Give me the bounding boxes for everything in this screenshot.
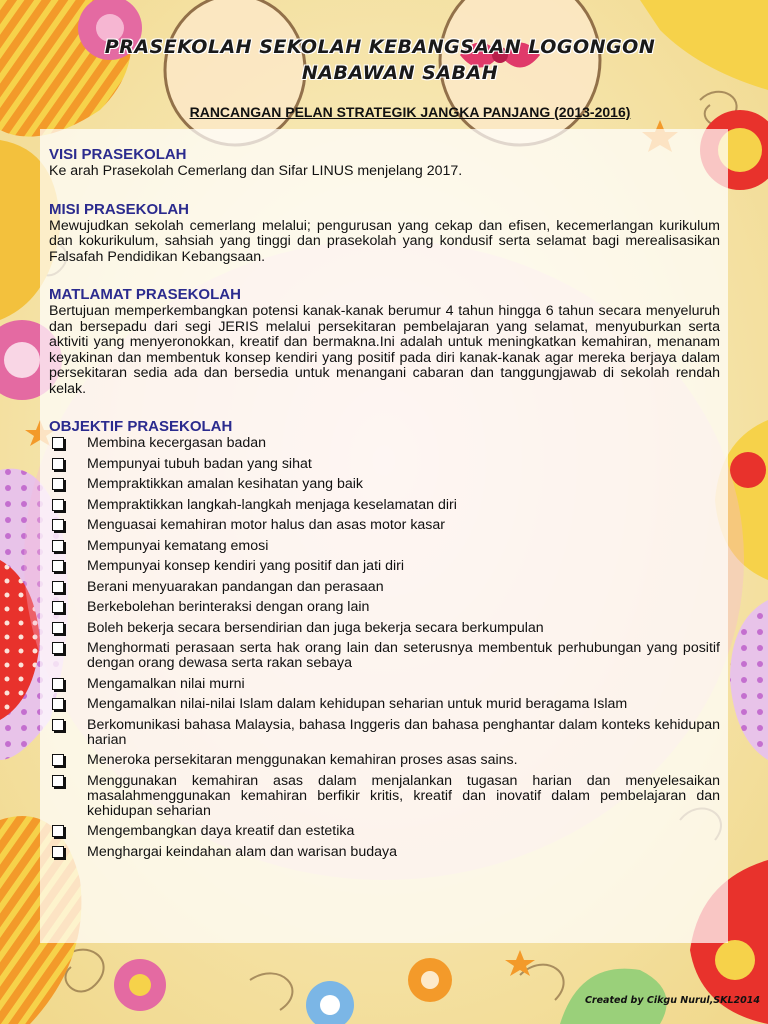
checkbox-bullet-icon xyxy=(52,678,64,690)
checkbox-bullet-icon xyxy=(52,437,64,449)
checkbox-bullet-icon xyxy=(52,775,64,787)
document-title-line2: NABAWAN SABAH xyxy=(301,62,499,84)
misi-heading: MISI PRASEKOLAH xyxy=(49,200,190,218)
visi-heading: VISI PRASEKOLAH xyxy=(49,146,187,163)
visi-text: Ke arah Prasekolah Cemerlang dan Sifar LINUS menjelang 2017. xyxy=(49,163,463,179)
objektif-item: Mempraktikkan langkah-langkah menjaga keselamatan diri xyxy=(49,498,720,513)
objektif-heading: OBJEKTIF PRASEKOLAH xyxy=(49,418,233,435)
matlamat-heading: MATLAMAT PRASEKOLAH xyxy=(49,286,241,303)
objektif-item: Mengembangkan daya kreatif dan estetika xyxy=(49,824,720,839)
checkbox-bullet-icon xyxy=(52,458,64,470)
checkbox-bullet-icon xyxy=(52,754,64,766)
objektif-item: Mempunyai tubuh badan yang sihat xyxy=(49,457,720,472)
objektif-item: Mempraktikkan amalan kesihatan yang baik xyxy=(49,477,720,492)
visi-section xyxy=(49,145,720,180)
matlamat-section xyxy=(49,285,720,397)
objektif-item: Membina kecergasan badan xyxy=(49,436,720,451)
checkbox-bullet-icon xyxy=(52,478,64,490)
checkbox-bullet-icon xyxy=(52,601,64,613)
objektif-item: Mengamalkan nilai murni xyxy=(49,677,720,692)
objektif-item: Mengamalkan nilai-nilai Islam dalam kehidupan seharian untuk murid beragama Islam xyxy=(49,697,720,712)
misi-section xyxy=(49,200,720,266)
objektif-item: Meneroka persekitaran menggunakan kemahiran proses asas sains. xyxy=(49,753,720,768)
checkbox-bullet-icon xyxy=(52,846,64,858)
checkbox-bullet-icon xyxy=(52,499,64,511)
objektif-item: Berani menyuarakan pandangan dan perasaan xyxy=(49,580,720,595)
document-subtitle: RANCANGAN PELAN STRATEGIK JANGKA PANJANG (2013-2016) xyxy=(189,104,631,120)
objektif-item: Menghormati perasaan serta hak orang lain dan seterusnya membentuk perhubungan yang positif dengan orang dewasa serta rakan sebaya xyxy=(49,641,720,671)
objektif-item: Berkomunikasi bahasa Malaysia, bahasa Inggeris dan bahasa penghantar dalam konteks kehidupan harian xyxy=(49,718,720,748)
checkbox-bullet-icon xyxy=(52,698,64,710)
document-title: PRASEKOLAH SEKOLAH KEBANGSAAN LOGONGON xyxy=(104,36,656,58)
checkbox-bullet-icon xyxy=(52,825,64,837)
objektif-section xyxy=(49,417,720,860)
objektif-item: Menguasai kemahiran motor halus dan asas motor kasar xyxy=(49,518,720,533)
checkbox-bullet-icon xyxy=(52,540,64,552)
checkbox-bullet-icon xyxy=(52,560,64,572)
misi-text: Mewujudkan sekolah cemerlang melalui; pengurusan yang cekap dan efisen, kecemerlangan kurikulum dan kokurikulum, sahsiah yang tinggi dan prasekolah yang kondusif serta selamat bagi merealisasikan Falsafah Pendidikan Kebangsaan. xyxy=(49,217,720,265)
checkbox-bullet-icon xyxy=(52,622,64,634)
content-body xyxy=(49,145,720,865)
objektif-item: Menggunakan kemahiran asas dalam menjalankan tugasan harian dan menyelesaikan masalahmenggunakan kemahiran berfikir kritis, kreatif dan inovatif dalam pembelajaran dan kehidupan seharian xyxy=(49,774,720,819)
objektif-item: Boleh bekerja secara bersendirian dan juga bekerja secara berkumpulan xyxy=(49,621,720,636)
objektif-item: Mempunyai kematang emosi xyxy=(49,539,720,554)
objektif-item: Menghargai keindahan alam dan warisan budaya xyxy=(49,845,720,860)
footer-credit: Created by Cikgu Nurul,SKL2014 xyxy=(584,995,760,1006)
checkbox-bullet-icon xyxy=(52,642,64,654)
objektif-list xyxy=(49,436,720,860)
checkbox-bullet-icon xyxy=(52,581,64,593)
checkbox-bullet-icon xyxy=(52,719,64,731)
matlamat-text: Bertujuan memperkembangkan potensi kanak-kanak berumur 4 tahun hingga 6 tahun secara menyeluruh dan bersepadu dari segi JERIS melalui persekitaran pembelajaran yang selamat, menyuburkan serta aktiviti yang menyeronokkan, kreatif dan bermakna.Ini adalah untuk meningkatkan kemahiran, menanam keyakinan dan membentuk konsep kendiri yang positif pada diri kanak-kanak agar mereka berjaya dalam persekitaran sedia ada dan bersedia untuk menangani cabaran dan tanggungjawab di sekolah rendah kelak. xyxy=(49,303,720,397)
objektif-item: Mempunyai konsep kendiri yang positif dan jati diri xyxy=(49,559,720,574)
objektif-item: Berkebolehan berinteraksi dengan orang lain xyxy=(49,600,720,615)
checkbox-bullet-icon xyxy=(52,519,64,531)
